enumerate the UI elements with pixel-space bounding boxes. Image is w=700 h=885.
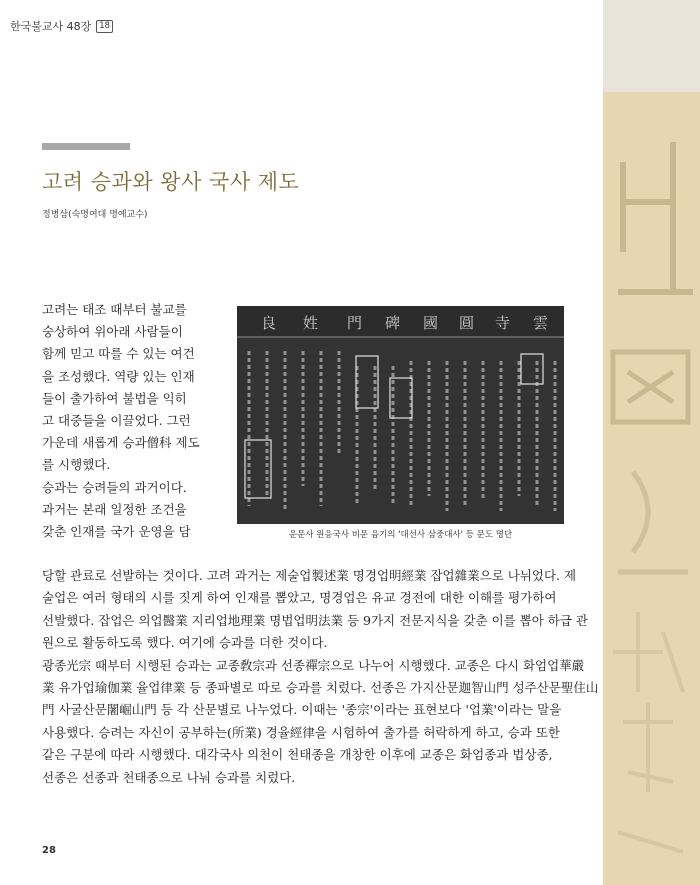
inscription-header-char: 國 bbox=[423, 314, 439, 332]
intro-line: 함께 믿고 따를 수 있는 여건 bbox=[42, 346, 195, 362]
intro-line: 고 대중들을 이끌었다. 그런 bbox=[42, 412, 191, 428]
intro-line: 숭상하여 위아래 사람들이 bbox=[42, 324, 183, 340]
intro-line: 을 조성했다. 역량 있는 인재 bbox=[42, 368, 195, 384]
decorative-rubbing-image bbox=[603, 92, 700, 885]
inscription-header-char: 良 bbox=[261, 314, 277, 332]
stele-inscription-photo bbox=[237, 306, 564, 524]
inscription-header-char: 姓 bbox=[303, 314, 319, 332]
page-number: 28 bbox=[42, 845, 56, 856]
intro-line: 가운데 새롭게 승과僧科 제도 bbox=[42, 435, 200, 451]
body-line: 원으로 활동하도록 했다. 여기에 승과를 더한 것이다. bbox=[42, 635, 328, 651]
body-line: 선발했다. 잡업은 의업醫業 지리업地理業 명법업明法業 등 9가지 전문지식을 갖춘 이를 뽑아 하급 관 bbox=[42, 612, 589, 628]
body-line: 선종은 선종과 천태종으로 나눠 승과를 치렀다. bbox=[42, 769, 296, 785]
photo-caption: 운문사 원응국사 비문 음기의 '대선사 삼중대사' 등 문도 명단 bbox=[288, 530, 513, 540]
intro-text bbox=[42, 299, 214, 543]
intro-line: 과거는 본래 일정한 조건을 bbox=[42, 501, 187, 517]
inscription-header-char: 圓 bbox=[459, 314, 475, 332]
body-line: 광종光宗 때부터 시행된 승과는 교종敎宗과 선종禪宗으로 나누어 시행했다. 교종은 다시 화엄업華嚴 bbox=[42, 657, 585, 673]
body-line: 門 사굴산문闍崛山門 등 각 산문별로 나누었다. 이때는 '종宗'이라는 표현보다 '업業'이라는 말을 bbox=[42, 702, 562, 718]
intro-line: 를 시행했다. bbox=[42, 457, 111, 473]
inscription-header-char: 雲 bbox=[533, 314, 549, 332]
header-number: 18 bbox=[96, 20, 113, 33]
running-header bbox=[10, 18, 113, 34]
body-text bbox=[42, 565, 599, 789]
body-line: 당할 관료로 선발하는 것이다. 고려 과거는 제술업製述業 명경업明經業 잡업雜業으로 나뉘었다. 제 bbox=[42, 568, 577, 583]
header-text: 한국불교사 48장 bbox=[10, 20, 92, 33]
intro-line: 승과는 승려들의 과거이다. bbox=[42, 479, 187, 495]
inscription-header-char: 碑 bbox=[385, 314, 401, 332]
intro-line: 갖춘 인재를 국가 운영을 담 bbox=[42, 523, 191, 539]
inscription-header-char: 門 bbox=[347, 314, 363, 332]
body-line: 業 유가업瑜伽業 율업律業 등 종파별로 따로 승과를 치렀다. 선종은 가지산문迦智山門 성주산문聖住山 bbox=[42, 679, 599, 695]
body-line: 술업은 여러 형태의 시를 짓게 하여 인재를 뽑았고, 명경업은 유교 경전에 대한 이해를 평가하여 bbox=[42, 590, 557, 606]
article-title: 고려 승과와 왕사 국사 제도 bbox=[42, 170, 300, 194]
intro-line: 들이 출가하여 불법을 익히 bbox=[42, 390, 187, 406]
body-line: 사용했다. 승려는 자신이 공부하는(所業) 경율經律을 시험하여 출가를 허락하게 하고, 승과 또한 bbox=[42, 724, 560, 740]
body-line: 같은 구분에 따라 시행했다. 대각국사 의천이 천태종을 개창한 이후에 교종은 화엄종과 법상종, bbox=[42, 747, 553, 763]
author-byline: 정병삼(숙명여대 명예교수) bbox=[42, 210, 148, 220]
intro-line: 고려는 태조 때부터 불교를 bbox=[42, 302, 187, 317]
inscription-header-char: 寺 bbox=[495, 314, 511, 332]
title-accent-bar bbox=[42, 143, 130, 150]
